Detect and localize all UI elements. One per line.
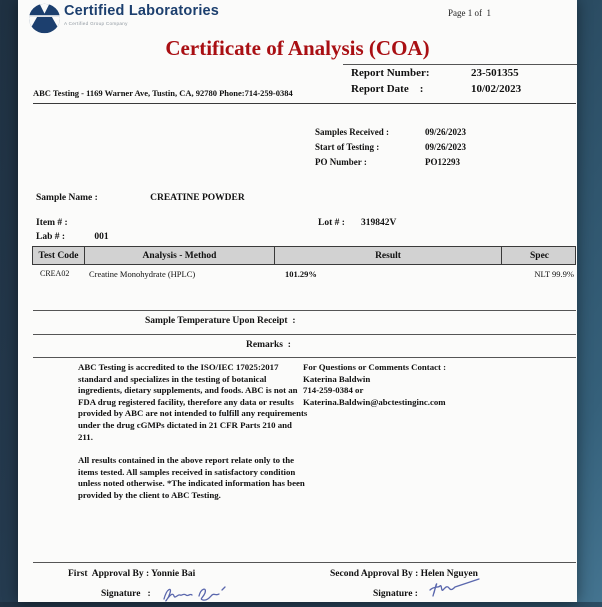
lab-value: 001: [94, 232, 109, 242]
sample-temperature-label: Sample Temperature Upon Receipt :: [145, 316, 296, 326]
item-lot-row: [36, 218, 561, 228]
col-header-test-code: Test Code: [38, 251, 79, 261]
intake-block: [315, 125, 466, 170]
report-number-label: Report Number:: [351, 67, 430, 79]
cell-spec: NLT 99.9%: [534, 269, 574, 279]
lab-number-row: [36, 232, 109, 242]
samples-received-value: 09/26/2023: [425, 127, 467, 137]
divider: [33, 334, 576, 335]
company-logo: [28, 3, 219, 34]
remarks-label: Remarks :: [246, 340, 291, 350]
item-label: Item # :: [36, 218, 68, 228]
lot-value: 319842V: [361, 218, 397, 228]
report-date-value: 10/02/2023: [471, 83, 522, 95]
lab-address: ABC Testing - 1169 Warner Ave, Tustin, CA, 92780 Phone:714-259-0384: [33, 88, 293, 98]
company-name: Certified Laboratories: [64, 3, 220, 19]
report-number-value: 23-501355: [471, 67, 519, 79]
contact-block: [303, 362, 543, 408]
report-box-rule: [343, 64, 577, 65]
header-divider: [33, 103, 576, 104]
results-table-header: [32, 246, 576, 265]
page-number: Page 1 of 1: [448, 8, 491, 18]
sample-name-label: Sample Name :: [36, 193, 98, 203]
document-title: Certificate of Analysis (COA): [165, 36, 430, 60]
sample-name-row: [36, 193, 245, 203]
report-number-row: [351, 67, 519, 79]
results-table: [32, 246, 576, 279]
col-header-result: Result: [274, 247, 501, 264]
po-number-label: PO Number :: [315, 157, 367, 167]
col-header-analysis-method: Analysis - Method: [84, 247, 274, 264]
po-number-value: PO12293: [425, 157, 460, 167]
cell-result: 101.29%: [285, 269, 317, 279]
contact-email: Katerina.Baldwin@abctestinginc.com: [303, 396, 446, 407]
certified-laboratories-logo-icon: [28, 3, 61, 34]
second-approval-label: Second Approval By : Helen Nguyen: [330, 569, 478, 579]
divider: [33, 310, 576, 311]
report-date-label: Report Date :: [351, 83, 424, 95]
table-row: [32, 265, 576, 279]
start-of-testing-label: Start of Testing :: [315, 142, 380, 152]
disclaimer-paragraph-2: All results contained in the above report relate only to the items tested. All samples received in satisfactory condition unless noted otherwise. *The indicated information has been provided by the client to ABC Testing.: [78, 455, 305, 501]
sample-name-value: CREATINE POWDER: [150, 193, 245, 203]
approvals-divider: [33, 562, 576, 563]
cell-analysis-method: Creatine Monohydrate (HPLC): [89, 269, 196, 279]
divider: [33, 357, 576, 358]
signature-label-first: Signature :: [101, 589, 151, 599]
cell-test-code: CREA02: [40, 269, 70, 278]
first-approval-label: First Approval By : Yonnie Bai: [68, 569, 196, 579]
report-date-row: [351, 83, 521, 95]
coa-document: [18, 0, 577, 602]
first-approval-signature: [160, 583, 252, 607]
lot-label: Lot # :: [318, 218, 345, 228]
contact-name: Katerina Baldwin: [303, 373, 371, 384]
signature-label-second: Signature :: [373, 589, 418, 599]
lab-label: Lab # :: [36, 232, 66, 242]
second-approval-signature: [427, 576, 487, 602]
disclaimer-text: [78, 362, 308, 502]
col-header-spec: Spec: [501, 247, 577, 264]
contact-phone: 714-259-0384 or: [303, 385, 364, 396]
disclaimer-paragraph-1: ABC Testing is accredited to the ISO/IEC 17025:2017 standard and specializes in the testing of botanical ingredients, dietary supplements, and foods. ABC is not an FDA drug registered facility, therefore any data or results provided by ABC are not intended to fulfill any requirements under the drug cGMPs dictated in 21 CFR Parts 210 and 211.: [78, 362, 308, 442]
start-of-testing-value: 09/26/2023: [425, 142, 467, 152]
company-tagline: A Certified Group Company: [64, 21, 128, 26]
contact-heading: For Questions or Comments Contact :: [303, 362, 447, 372]
samples-received-label: Samples Received :: [315, 127, 389, 137]
